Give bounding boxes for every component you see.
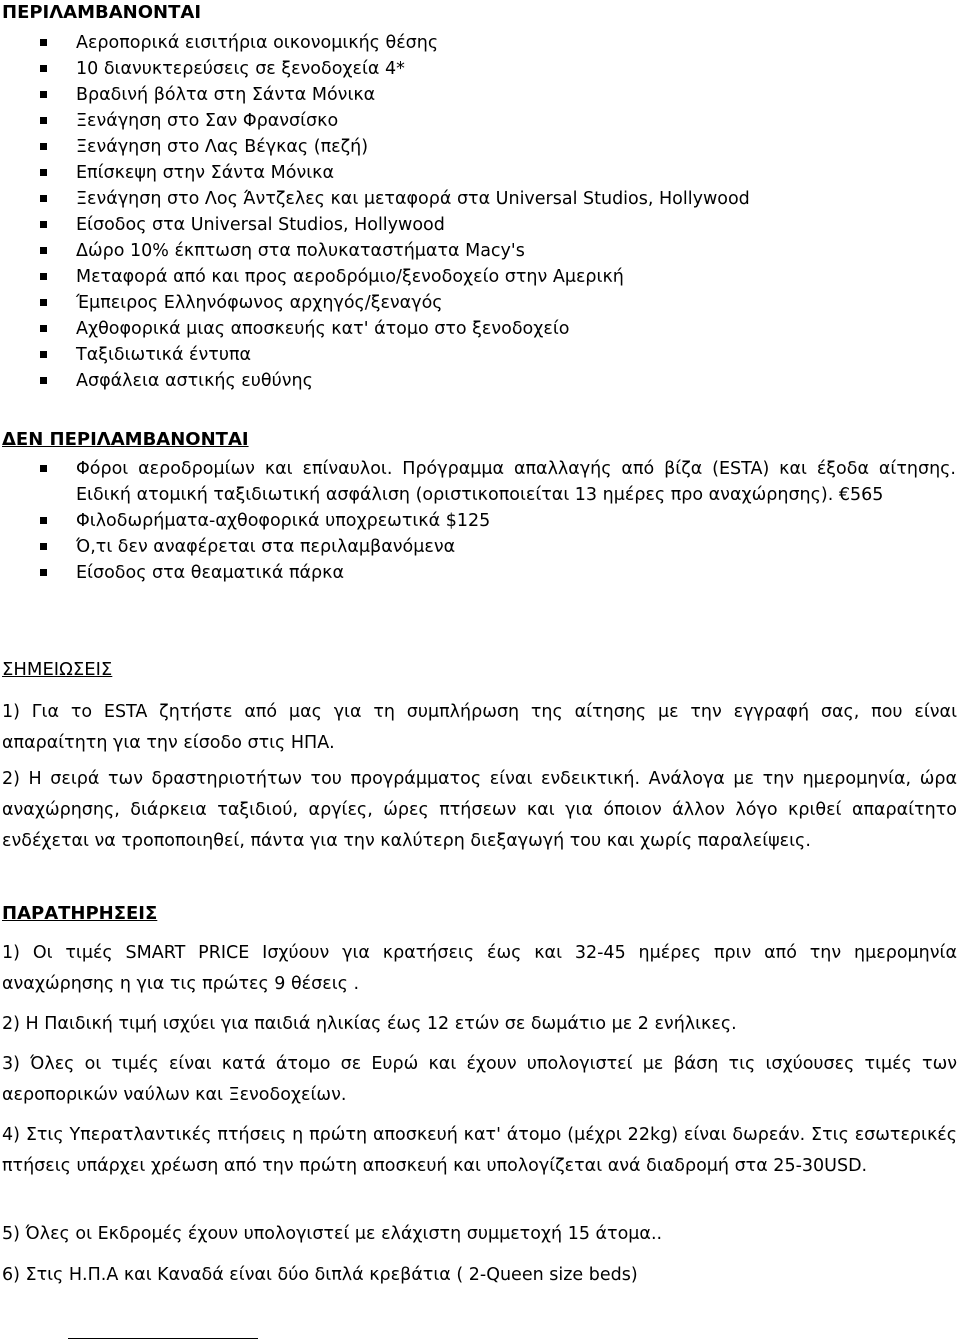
list-item: Φιλοδωρήματα-αχθοφορικά υποχρεωτικά $125 xyxy=(0,508,956,534)
list-item: Ό,τι δεν αναφέρεται στα περιλαμβανόμενα xyxy=(0,534,956,560)
remark-paragraph: 4) Στις Υπερατλαντικές πτήσεις η πρώτη αποσκευή κατ' άτομο (μέχρι 22kg) είναι δωρεάν. Στις εσωτερικές πτήσεις υπάρχει χρέωση από την πρώτη αποσκευή και υπολογίζεται ανά διαδρομή στα 25-30USD. xyxy=(2,1125,957,1176)
list-item: Είσοδος στα θεαματικά πάρκα xyxy=(0,560,956,586)
bullet-icon xyxy=(40,117,47,124)
list-item: Είσοδος στα Universal Studios, Hollywood xyxy=(0,212,750,238)
bullet-icon xyxy=(40,273,47,280)
remark-paragraph: 2) Η Παιδική τιμή ισχύει για παιδιά ηλικίας έως 12 ετών σε δωμάτιο με 2 ενήλικες. xyxy=(2,1014,737,1034)
list-item: Ξενάγηση στο Λας Βέγκας (πεζή) xyxy=(0,134,750,160)
bullet-icon xyxy=(40,195,47,202)
note-paragraph: 2) Η σειρά των δραστηριοτήτων του προγράμματος είναι ενδεικτική. Ανάλογα με την ημερομηνία, ώρα αναχώρησης, διάρκεια ταξιδιού, αργίες, ώρες πτήσεων και για όποιον άλλον λόγο κριθεί απαραίτητο ενδέχεται να τροποποιηθεί, πάντα για την καλύτερη διεξαγωγή του και χωρίς παραλείψεις. xyxy=(2,769,957,851)
remark-paragraph: 6) Στις Η.Π.Α και Καναδά είναι δύο διπλά κρεβάτια ( 2-Queen size beds) xyxy=(2,1265,638,1285)
list-item: Επίσκεψη στην Σάντα Μόνικα xyxy=(0,160,750,186)
remark-paragraph: 1) Οι τιμές SMART PRICE Ισχύουν για κρατήσεις έως και 32-45 ημέρες πριν από την ημερομηνία αναχώρησης η για τις πρώτες 9 θέσεις . xyxy=(2,943,957,994)
list-item: Έμπειρος Ελληνόφωνος αρχηγός/ξεναγός xyxy=(0,290,750,316)
list-item: Αχθοφορικά μιας αποσκευής κατ' άτομο στο ξενοδοχείο xyxy=(0,316,750,342)
list-item: Βραδινή βόλτα στη Σάντα Μόνικα xyxy=(0,82,750,108)
not-included-list xyxy=(0,456,956,586)
bullet-icon xyxy=(40,543,47,550)
list-item: Ασφάλεια αστικής ευθύνης xyxy=(0,368,750,394)
list-item: Ξενάγηση στο Λος Άντζελες και μεταφορά στα Universal Studios, Hollywood xyxy=(0,186,750,212)
notes-heading: ΣΗΜΕΙΩΣΕΙΣ xyxy=(2,659,113,680)
bullet-icon xyxy=(40,351,47,358)
note-paragraph: 1) Για το ESTA ζητήστε από μας για τη συμπλήρωση της αίτησης με την εγγραφή σας, που είναι απαραίτητη για την είσοδο στις ΗΠΑ. xyxy=(2,702,957,753)
bullet-icon xyxy=(40,39,47,46)
remark-paragraph: 5) Όλες οι Εκδρομές έχουν υπολογιστεί με ελάχιστη συμμετοχή 15 άτομα.. xyxy=(2,1224,663,1244)
bullet-icon xyxy=(40,221,47,228)
included-list xyxy=(0,30,750,394)
bullet-icon xyxy=(40,247,47,254)
remarks-heading: ΠΑΡΑΤΗΡΗΣΕΙΣ xyxy=(2,903,158,924)
footnote-separator xyxy=(68,1338,258,1339)
bullet-icon xyxy=(40,377,47,384)
not-included-heading: ΔΕΝ ΠΕΡΙΛΑΜΒΑΝΟΝΤΑΙ xyxy=(2,429,249,450)
included-heading: ΠΕΡΙΛΑΜΒΑΝΟΝΤΑΙ xyxy=(2,2,202,23)
bullet-icon xyxy=(40,65,47,72)
bullet-icon xyxy=(40,143,47,150)
bullet-icon xyxy=(40,465,47,472)
bullet-icon xyxy=(40,169,47,176)
list-item: Μεταφορά από και προς αεροδρόμιο/ξενοδοχείο στην Αμερική xyxy=(0,264,750,290)
list-item: Δώρο 10% έκπτωση στα πολυκαταστήματα Macy's xyxy=(0,238,750,264)
list-item: Ξενάγηση στο Σαν Φρανσίσκο xyxy=(0,108,750,134)
list-item: Φόροι αεροδρομίων και επίναυλοι. Πρόγραμμα απαλλαγής από βίζα (ESTA) και έξοδα αίτησης. Ειδική ατομική ταξιδιωτική ασφάλιση (οριστικοποιείται 13 ημέρες προ αναχώρησης). €565 xyxy=(0,456,956,508)
bullet-icon xyxy=(40,569,47,576)
list-item: 10 διανυκτερεύσεις σε ξενοδοχεία 4* xyxy=(0,56,750,82)
bullet-icon xyxy=(40,91,47,98)
bullet-icon xyxy=(40,325,47,332)
list-item: Ταξιδιωτικά έντυπα xyxy=(0,342,750,368)
bullet-icon xyxy=(40,299,47,306)
list-item: Αεροπορικά εισιτήρια οικονομικής θέσης xyxy=(0,30,750,56)
bullet-icon xyxy=(40,517,47,524)
remark-paragraph: 3) Όλες οι τιμές είναι κατά άτομο σε Ευρώ και έχουν υπολογιστεί με βάση τις ισχύουσες τιμές των αεροπορικών ναύλων και Ξενοδοχείων. xyxy=(2,1054,957,1105)
